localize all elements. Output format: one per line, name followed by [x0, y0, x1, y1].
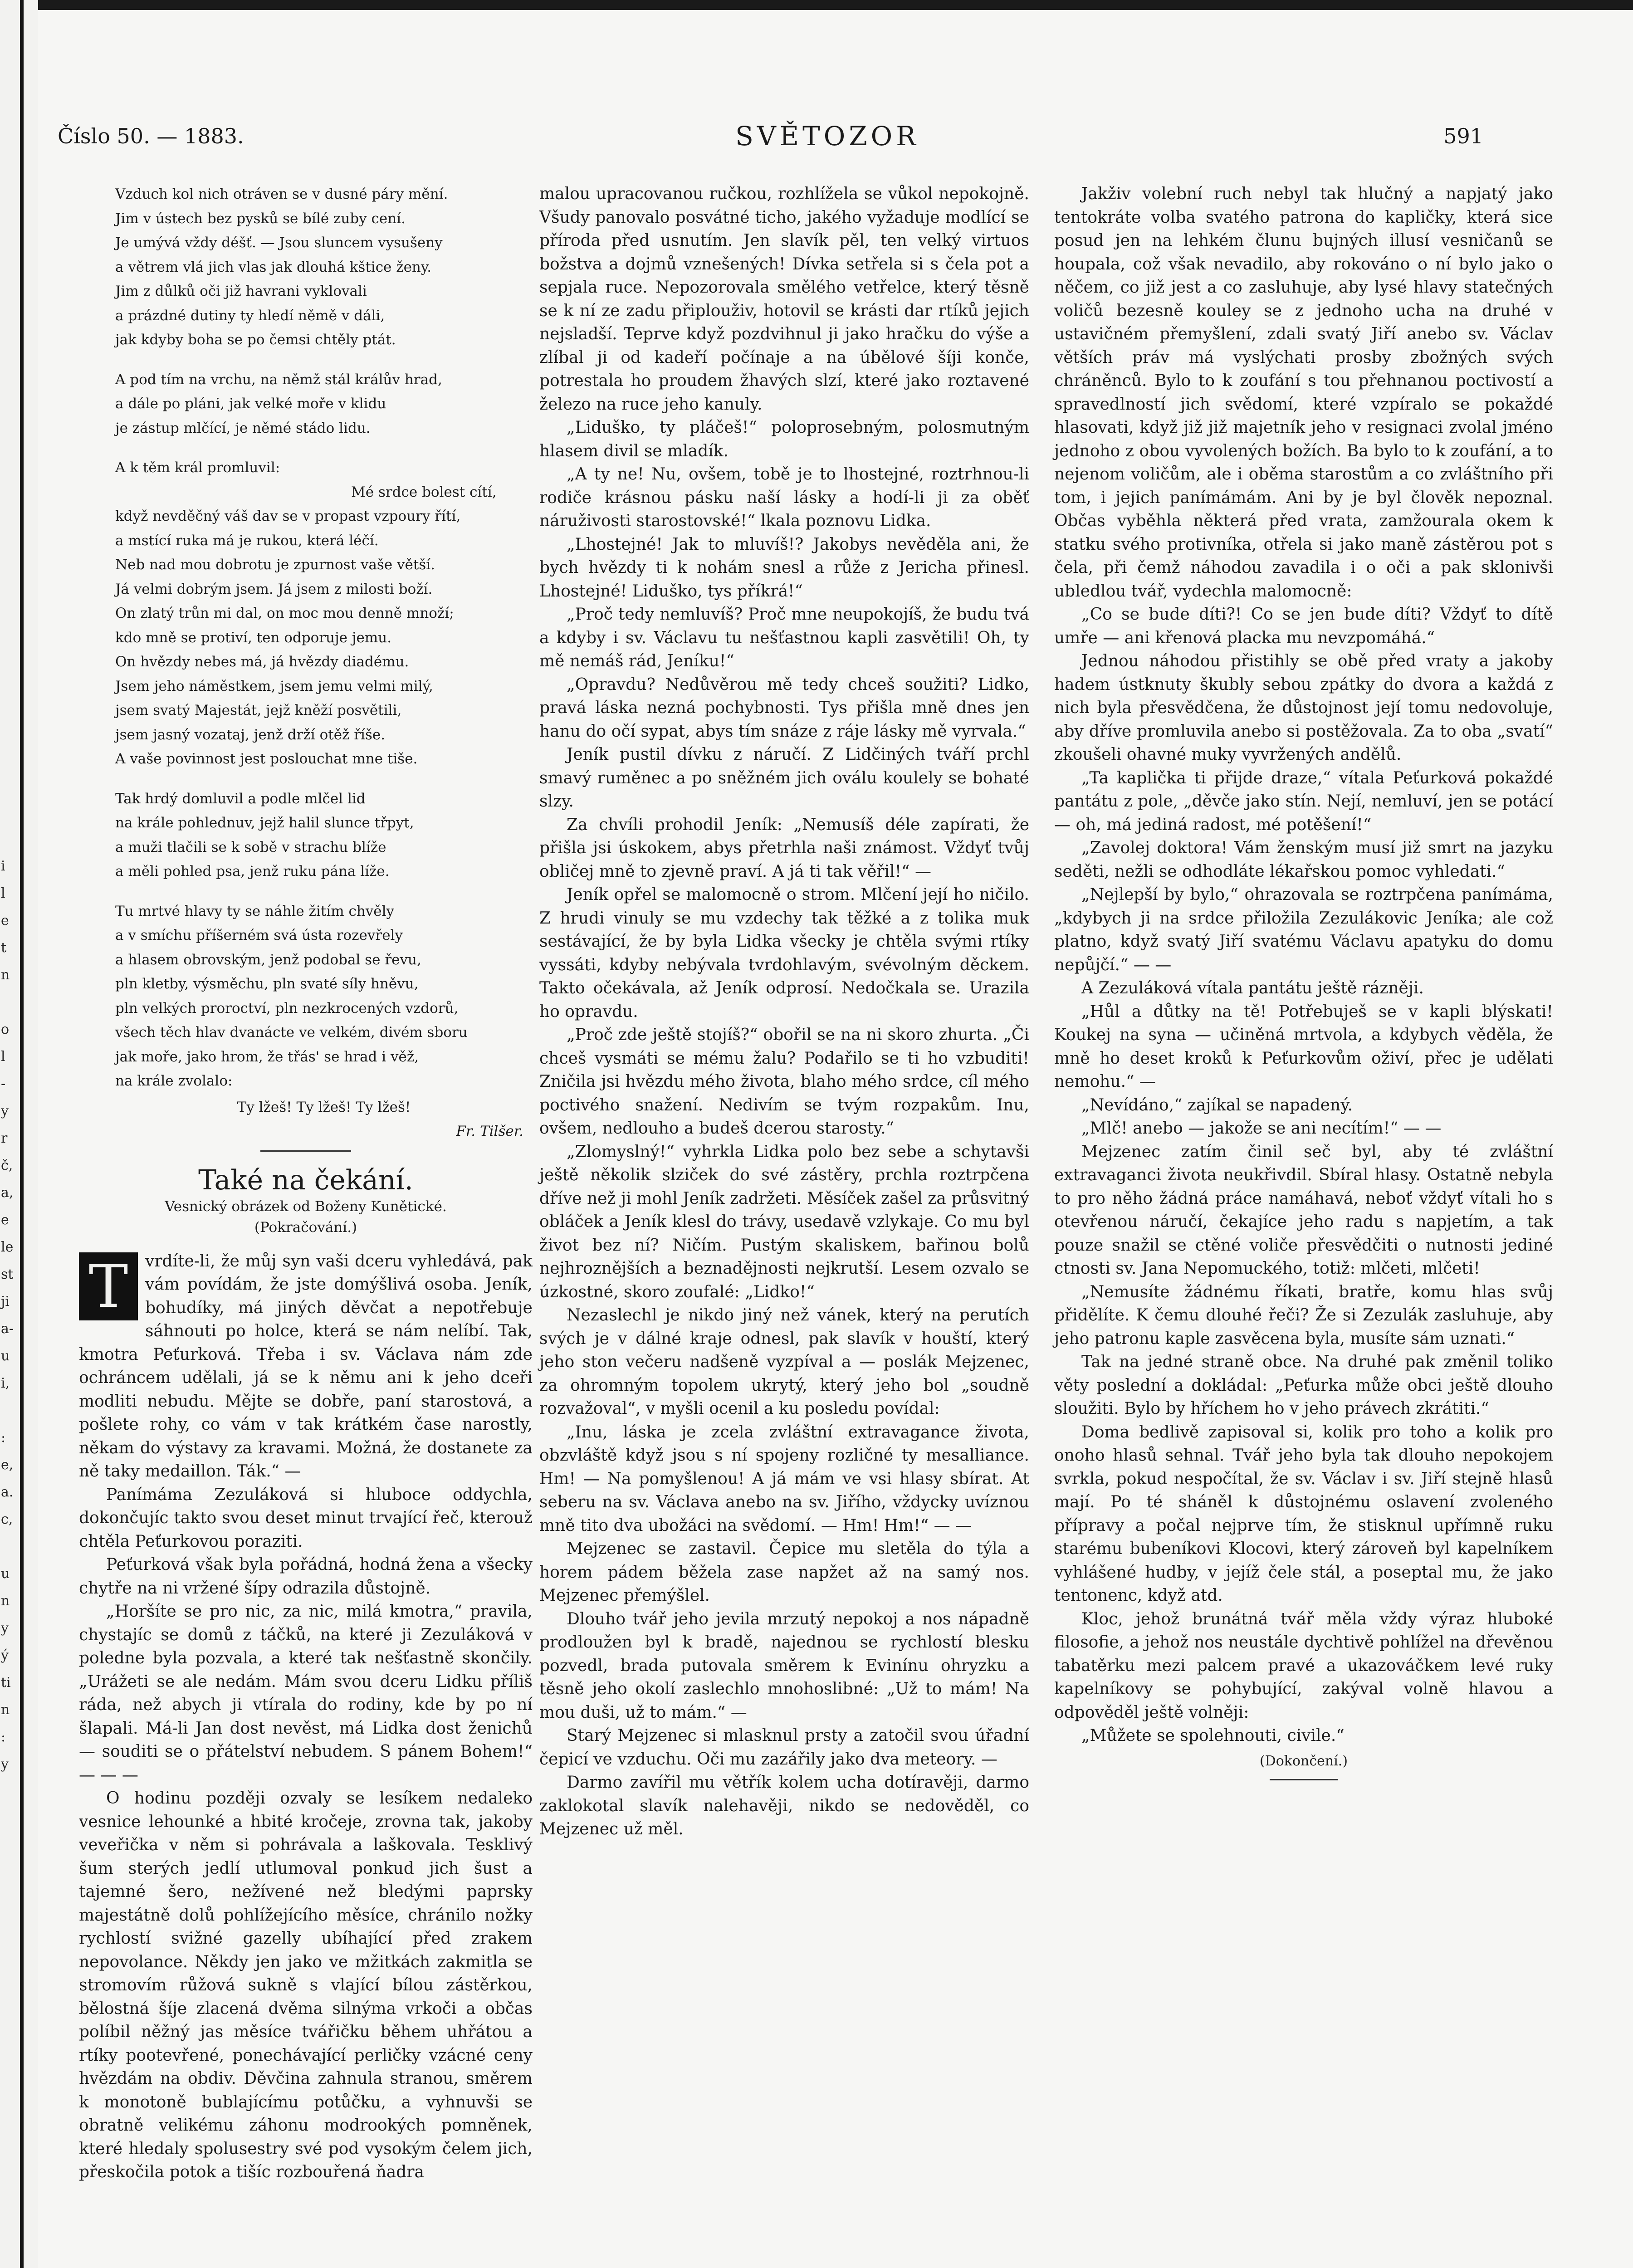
- paragraph-text: Starý Mejzenec si mlasknul prsty a zatočil svou úřadní čepicí ve vzduchu. Oči mu zazářily jako dva meteory. —: [539, 1726, 1029, 1769]
- margin-fragment: st: [1, 1266, 14, 1282]
- poem-line: a v smíchu příšerném svá ústa rozevřely: [115, 927, 403, 943]
- paragraph: [1054, 650, 1553, 767]
- paragraph: [539, 1140, 1029, 1304]
- paragraph: [539, 1608, 1029, 1725]
- poem-stanza: [115, 182, 533, 352]
- poem-line: a prázdné dutiny ty hledí němě v dáli,: [115, 307, 385, 324]
- paragraph: [1054, 977, 1553, 1000]
- paragraph: [539, 416, 1029, 463]
- margin-fragment: n: [1, 967, 10, 983]
- paragraph-text: Nezaslechl je nikdo jiný než vánek, který na perutích svých je v dálné kraje odnesl, pak slavík v houští, který jeho ston večeru nadšeně vyzpíval a — poslák Mejzenec, za ohromným topolem ukrytý, který jeho bol „soudně rozvažoval“, v myšli ocenil a ku posledu povídal:: [539, 1306, 1029, 1418]
- margin-fragment: ý: [1, 1647, 9, 1663]
- paragraph-text: „Nevídáno,“ zajíkal se napadený.: [1081, 1095, 1353, 1114]
- paragraph-text: vrdíte-li, že můj syn vaši dceru vyhledává, pak vám povídám, že jste domýšlivá osoba. Jeník, bohudíky, má jiných děvčat a nepotřebuje sáhnouti po holce, která se nám nelíbí. Tak, kmotra Peťurková. Třeba i sv. Václava nám zde ochráncem udělali, já se k němu ani k jeho dceři modliti nebudu. Mějte se dobře, paní starostová, a pošlete rohy, co vám v tak krátkém čase narostly, někam do výstavy za kravami. Možná, že dostanete za ně taky medaillon. Ták.“ —: [79, 1251, 533, 1481]
- poem-line: a větrem vlá jich vlas jak dlouhá kštice ženy.: [115, 259, 432, 275]
- margin-fragment: -: [1, 1076, 6, 1092]
- paragraph-text: Dlouho tvář jeho jevila mrzutý nepokoj a nos nápadně prodloužen byl k bradě, najednou se rychlostí blesku pozvedl, brada putovala směrem k Evinínu ohryzku a těsně jeho okolí zaslechlo mnohoslibné: „Už to mám! Na mou duši, už to mám.“ —: [539, 1609, 1029, 1722]
- margin-fragment: [1, 989, 17, 1016]
- margin-fragment: o: [1, 1022, 10, 1037]
- divider: [260, 1150, 351, 1152]
- poem-stanza: [115, 899, 533, 1094]
- poem-author: Fr. Tilšer.: [456, 1123, 523, 1139]
- end-note: (Dokončení.): [1259, 1753, 1348, 1769]
- margin-fragment: l: [1, 885, 5, 901]
- margin-fragment: r: [1, 1130, 8, 1146]
- poem-line: kdo mně se protiví, ten odporuje jemu.: [115, 629, 392, 646]
- paragraph: [1054, 1094, 1553, 1117]
- paragraph: [1054, 1281, 1553, 1351]
- column-1: [79, 182, 533, 2184]
- poem-line: On hvězdy nebes má, já hvězdy diadému.: [115, 654, 409, 670]
- margin-fragment: :: [1, 1430, 6, 1446]
- masthead: SVĚTOZOR: [735, 121, 919, 152]
- poem-line: je zástup mlčící, je němé stádo lidu.: [115, 420, 371, 436]
- issue-number: Číslo 50. — 1883.: [58, 124, 244, 148]
- poem-line: Tu mrtvé hlavy ty se náhle žitím chvěly: [115, 903, 395, 919]
- paragraph-text: „Opravdu? Nedůvěrou mě tedy chceš soužiti? Lidko, pravá láska nezná pochybnosti. Tys přišla mně dnes jen hanu do očí sypat, abys tím snáze z ráje lásky mě vyrvala.“: [539, 675, 1029, 741]
- paragraph: [539, 883, 1029, 1023]
- margin-fragment: e,: [1, 1457, 14, 1473]
- paragraph-text: Darmo zavířil mu větřík kolem ucha dotíravěji, darmo zaklokotal slavík nalehavěji, nikdo se nedověděl, co Mejzenec už měl.: [539, 1773, 1029, 1838]
- paragraph: [1054, 182, 1553, 603]
- paragraph: [79, 1600, 533, 1787]
- poem-line: a mstící ruka má je rukou, která léčí.: [115, 532, 379, 549]
- paragraph-text: „Ta kaplička ti přijde draze,“ vítala Peťurková pokaždé pantátu z pole, „děvče jako stín. Nejí, nemluví, jen se potácí — oh, má jediná radost, mé potěšení!“: [1054, 768, 1553, 834]
- poem-line: Jim z důlků oči již havrani vyklovali: [115, 283, 367, 299]
- margin-fragment: le: [1, 1239, 14, 1255]
- poem-stanza: [115, 368, 533, 441]
- poem-line: když nevděčný váš dav se v propast vzpoury řítí,: [115, 508, 461, 524]
- column-3: [1054, 182, 1553, 1780]
- paragraph: [539, 1771, 1029, 1841]
- paragraph-text: „Nemusíte žádnému říkati, bratře, komu hlas svůj přidělíte. K čemu dlouhé řeči? Že si Zezulák zasluhuje, aby jeho patronu kaple zasvěcena byla, musíte sám uznati.“: [1054, 1282, 1553, 1348]
- paragraph-text: „Nejlepší by bylo,“ ohrazovala se roztrpčena panímáma, „kdybych ji na srdce přiložila Zezulákovic Jeníka; ale což platno, když svatý Jiří svatému Václavu apatyku do domu nepůjčí.“ — —: [1054, 885, 1553, 974]
- article-subtitle: Vesnický obrázek od Boženy Kunětické.: [165, 1198, 447, 1215]
- poem-final-line: Ty lžeš! Ty lžeš! Ty lžeš!: [237, 1099, 411, 1115]
- poem-line: všech těch hlav dvanácte ve velkém, divém sboru: [115, 1024, 468, 1041]
- margin-fragment: c,: [1, 1511, 13, 1527]
- paragraph-text: Jakživ volební ruch nebyl tak hlučný a napjatý jako tentokráte volba svatého patrona do kapličky, která sice posud jen na lehkém člunu bujných illusí vesničanů se houpala, což však nevadilo, aby rokováno o ní bylo jako o něčem, co již jest a co zasluhuje, aby lysé hlavy statečných voličů bezesně kouley se z jednoho ucha na druhé v ustavičném přemyšlení, zdali svatý Jiří anebo sv. Václav větších práv má vyslýchati prosby zbožných svých chráněnců. Bylo to k zoufání s tou přehnanou poctivostí a spravedlností jich svědomí, které vzpíralo se pokaždé hlasovati, když již již majetník jeho v resignaci zvolal jméno jednoho z obou vyvolených božích. Ba bylo to k zoufání, a to nejenom voličům, ale i oběma starostům a co zvláštního při tom, i jejich panímámám. Ani by je byl člověk nepoznal. Občas vyběhla některá před vrata, zamžourala okem k statku svého protivníka, otřela si jako maně zástěrou pot s čela, při čemž náhodou zavadila i o oči a pak sklonivši ubledlou tvář, vydechla malomocně:: [1054, 185, 1553, 601]
- paragraph-text: „Inu, láska je zcela zvláštní extravagance života, obzvláště když jsou s ní spojeny rozličné ty mesalliance. Hm! — Na pomyšlenou! A já mám ve vsi hlasy sbírat. At seberu na sv. Václava anebo na sv. Jiřího, vždycky uvíznou mně tito dva ubožáci na svědomí. — Hm! Hm!“ — —: [539, 1422, 1029, 1535]
- poem-line: Jsem jeho náměstkem, jsem jemu velmi milý,: [115, 678, 433, 694]
- margin-fragment: n: [1, 1702, 10, 1718]
- paragraph: [539, 533, 1029, 603]
- margin-fragment: u: [1, 1348, 10, 1364]
- paragraph-text: Kloc, jehož brunátná tvář měla vždy výraz hluboké filosofie, a jehož nos neustále dychtivě pohlížel na dřevěnou tabatěrku mezi palcem pravé a ukazováčkem levé ruky kapelníkovy se pohybující, zakýval volně hlavou a odpověděl ještě volněji:: [1054, 1609, 1553, 1722]
- margin-fragment: a-: [1, 1321, 14, 1337]
- paragraph: [79, 1250, 533, 1483]
- margin-fragment: ji: [1, 1294, 10, 1310]
- article-text-col3: [1054, 182, 1553, 1748]
- margin-fragment: č,: [1, 1158, 13, 1173]
- poem-stanza: [115, 456, 533, 772]
- paragraph: [539, 1304, 1029, 1421]
- margin-fragment: t: [1, 940, 7, 956]
- margin-fragment: a.: [1, 1484, 14, 1500]
- margin-fragment: ti: [1, 1675, 11, 1691]
- paragraph: [539, 1023, 1029, 1140]
- paragraph-text: Jeník opřel se malomocně o strom. Mlčení její ho ničilo. Z hrudi vinuly se mu vzdechy tak těžké a z tolika muk sestávající, že by byla Lidka všecky je chtěla svými rtíky vyssáti, kdyby nebývala tvrdohlavým, svévolným děckem. Takto očekávala, až Jeník odprosí. Nedočkala se. Urazila ho opravdu.: [539, 885, 1029, 1021]
- poem-stanza: [115, 787, 533, 884]
- poem-line: pln kletby, výsměchu, pln svaté síly hněvu,: [115, 976, 419, 992]
- adjacent-page-strip: [0, 0, 38, 2268]
- book-spine: [20, 0, 24, 2268]
- margin-fragment: y: [1, 1756, 9, 1772]
- paragraph: [79, 1553, 533, 1600]
- poem-line: Tak hrdý domluvil a podle mlčel lid: [115, 790, 366, 807]
- poem: [79, 182, 533, 1094]
- paragraph: [1054, 836, 1553, 883]
- margin-fragment: y: [1, 1103, 9, 1119]
- paragraph-text: Tak na jedné straně obce. Na druhé pak změnil toliko věty poslední a dokládal: „Peťurka může obci ještě dlouho sloužiti. Bylo by hříchem ho v jeho právech zkrátiti.“: [1054, 1353, 1553, 1418]
- margin-fragment: :: [1, 1729, 6, 1745]
- poem-line: Neb nad mou dobrotu je zpurnost vaše větší.: [115, 557, 435, 573]
- paragraph-text: Jeník pustil dívku z náručí. Z Lidčiných tváří prchl smavý ruměnec a po sněžném jich oválu koulely se bohaté slzy.: [539, 745, 1029, 811]
- poem-line: a muži tlačili se k sobě v strachu blíže: [115, 839, 386, 855]
- poem-line: Já velmi dobrým jsem. Já jsem z milosti boží.: [115, 581, 433, 597]
- paragraph: [1054, 1117, 1553, 1140]
- paragraph-text: Doma bedlivě zapisoval si, kolik pro toho a kolik pro onoho hlasů sehnal. Tvář jeho byla tak dlouho nepokojem svrkla, pokud nespočítal, že sv. Václav i sv. Jiří stejně hlasů mají. Po té sháněl k důstojnému oslavení zvoleného přípravy a počal nejprve tím, že stisknul upřímně ruku starému bubeníkovi Klocovi, který zároveň byl kapelníkem vyhlášené hudby, v jejíž čele stál, a poseptal mu, že jako tentonenc, když atd.: [1054, 1422, 1553, 1605]
- margin-fragment: a,: [1, 1185, 14, 1201]
- poem-line: A k těm král promluvil:: [115, 459, 280, 476]
- paragraph: [539, 743, 1029, 813]
- poem-line: a měli pohled psa, jenž ruku pána líže.: [115, 863, 390, 880]
- paragraph: [79, 1483, 533, 1554]
- column-2: [539, 182, 1029, 1841]
- paragraph-text: A Zezuláková vítala pantátu ještě rázněji.: [1081, 979, 1424, 997]
- poem-line: Je umývá vždy déšť. — Jsou sluncem vysušeny: [115, 235, 443, 251]
- paragraph: [1054, 767, 1553, 837]
- newspaper-page: [38, 10, 1633, 2268]
- paragraph: [539, 673, 1029, 743]
- paragraph-text: „Hůl a důtky na tě! Potřebuješ se v kapli blýskati! Koukej na syna — učiněná mrtvola, a kdybych věděla, že mně ho deset kroků k Peťurkovům oživí, přec je udělati nemohu.“ —: [1054, 1002, 1553, 1091]
- paragraph: [1054, 1724, 1553, 1748]
- poem-line: Jim v ústech bez pysků se bílé zuby cení.: [115, 210, 406, 227]
- paragraph: [1054, 1000, 1553, 1094]
- margin-fragment: e: [1, 1212, 9, 1228]
- paragraph-text: „Proč tedy nemluvíš? Proč mne neupokojíš, že budu tvá a kdyby i sv. Václavu tu nešťastnou kapli zasvětili! Oh, ty mě nemáš rád, Jeníku!“: [539, 605, 1029, 670]
- poem-line: pln velkých proroctví, pln nezkrocených vzdorů,: [115, 1000, 459, 1017]
- poem-line: jsem svatý Majestát, jejž kněží posvětili,: [115, 702, 402, 719]
- poem-line: jsem jasný vozataj, jenž drží otěž říše.: [115, 726, 386, 743]
- paragraph-text: Za chvíli prohodil Jeník: „Nemusíš déle zapírati, že přišla jsi úskokem, abys přetrhla naši známost. Vždyť tvůj obličej mně to zjevně praví. A já ti tak věřil!“ —: [539, 815, 1029, 881]
- margin-fragment: e: [1, 913, 9, 929]
- poem-line: jak kdyby boha se po čemsi chtěly ptát.: [115, 332, 396, 348]
- paragraph: [1054, 1608, 1553, 1725]
- drop-cap: T: [79, 1252, 138, 1320]
- paragraph-text: Peťurková však byla pořádná, hodná žena a všecky chytře na ni vržené šípy odrazila důstojně.: [79, 1555, 533, 1598]
- paragraph: [539, 1537, 1029, 1608]
- paragraph-text: Jednou náhodou přistihly se obě před vraty a jakoby hadem ústknuty škubly sebou zpátky do dvora a každá z nich byla přesvědčena, že důstojnost její tomu nedovoluje, aby dříve promluvila anebo si postěžovala. Za to oba „svatí“ zkoušeli ohavné muky vyvržených andělů.: [1054, 652, 1553, 764]
- paragraph-text: „Zavolej doktora! Vám ženským musí již smrt na jazyku seděti, nežli se odhodláte lékařskou pomoc vyhledati.“: [1054, 839, 1553, 881]
- margin-fragment: u: [1, 1566, 10, 1582]
- paragraph: [1054, 1350, 1553, 1421]
- paragraph-text: „Proč zde ještě stojíš?“ obořil se na ni skoro zhurta. „Či chceš vysmáti se mému žalu? Podařilo se ti ho vzbuditi! Zničila jsi hvězdu mého života, blaho mého srdce, cíl mého poctivého snažení. Nedivím se tvým rozpakům. Inu, ovšem, nedlouho a budeš dcerou starosty.“: [539, 1026, 1029, 1138]
- article-text-col1: [79, 1250, 533, 2184]
- paragraph: [539, 813, 1029, 884]
- margin-fragment: n: [1, 1593, 10, 1609]
- poem-line: jak moře, jako hrom, že třás' se hrad i věž,: [115, 1048, 419, 1065]
- paragraph-text: „Mlč! anebo — jakože se ani necítím!“ — —: [1081, 1119, 1442, 1138]
- article-title: Také na čekání.: [198, 1164, 413, 1196]
- paragraph: [539, 1724, 1029, 1771]
- paragraph-text: Mejzenec se zastavil. Čepice mu sletěla do týla a horem pádem běžela zase napžet až na samý nos. Mejzenec přemýšlel.: [539, 1540, 1029, 1605]
- poem-line: A vaše povinnost jest poslouchat mne tiše.: [115, 751, 418, 767]
- adjacent-page-fragments: [1, 853, 17, 1778]
- paragraph: [539, 603, 1029, 673]
- paragraph: [539, 182, 1029, 416]
- paragraph: [1054, 603, 1553, 650]
- poem-line: a dále po pláni, jak velké moře v klidu: [115, 396, 386, 412]
- poem-line: na krále pohlednuv, jejž halil slunce třpyt,: [115, 815, 414, 831]
- paragraph-text: Mejzenec zatím činil seč byl, aby té zvláštní extravaganci života neukřivdil. Sbíral hlasy. Ostatně nebyla to pro něho žádná práce namáhavá, neboť vždyť vítali ho s otevřenou náručí, čekajíce jeho radu s napjetím, a tak pouze snažil se ctěné voliče přesvědčiti o nutnosti jediné ctnosti sv. Jana Nepomuckého, totiž: mlčeti, mlčeti!: [1054, 1142, 1553, 1278]
- poem-line: a hlasem obrovským, jenž podobal se řevu,: [115, 951, 421, 968]
- margin-fragment: i: [1, 858, 5, 874]
- paragraph: [79, 1787, 533, 2184]
- continuation-note: (Pokračování.): [254, 1219, 357, 1236]
- paragraph-text: malou upracovanou ručkou, rozhlížela se vůkol nepokojně. Všudy panovalo posvátné ticho, jakého vyžaduje modlící se příroda před usnutím. Jen slavík pěl, ten velký virtuos božstva a dojmů vznešených! Dívka setřela si s čela pot a sepjala ruce. Nepozorovala smělého vetřelce, který těsně se k ní ze zadu připlouživ, hotovil se krásti dar rtíků jejich nejsladší. Teprve když pozdvihnul ji jako hračku do výše a zlíbal ji od kadeří počínaje a na úbělové šíji konče, potrestala ho proudem žhavých slzí, které jako roztavené železo na ruce jeho kanuly.: [539, 185, 1029, 414]
- margin-fragment: [1, 1533, 17, 1560]
- paragraph: [539, 463, 1029, 533]
- paragraph-text: „Lhostejné! Jak to mluvíš!? Jakobys nevěděla ani, že bych hvězdy ti k nohám snesl a růže z Jericha přinesl. Lhostejné! Liduško, tys příkrá!“: [539, 535, 1029, 601]
- paragraph-text: „Liduško, ty pláčeš!“ poloprosebným, polosmutným hlasem divil se mladík.: [539, 418, 1029, 460]
- paragraph-text: Panímáma Zezuláková si hluboce oddychla, dokončujíc takto svou deset minut trvající řeč, kterouž chtěla Peťurkovou poraziti.: [79, 1485, 533, 1551]
- paragraph: [1054, 1421, 1553, 1608]
- page-number: 591: [1443, 124, 1483, 148]
- paragraph: [1054, 1140, 1553, 1281]
- margin-fragment: [1, 1397, 17, 1424]
- margin-fragment: i,: [1, 1375, 10, 1391]
- poem-line: A pod tím na vrchu, na němž stál králův hrad,: [115, 371, 442, 388]
- paragraph: [1054, 883, 1553, 977]
- paragraph-text: „A ty ne! Nu, ovšem, tobě je to lhostejné, roztrhnou-li rodiče krásnou pásku naší lásky a hodí-li ji za oběť náruživosti starostovské!“ lkala poznovu Lidka.: [539, 465, 1029, 530]
- end-rule: [1270, 1779, 1338, 1780]
- paragraph-text: „Můžete se spolehnouti, civile.“: [1081, 1726, 1345, 1745]
- poem-line: Vzduch kol nich otráven se v dusné páry mění.: [115, 186, 448, 202]
- poem-line: na krále zvolalo:: [115, 1073, 233, 1089]
- poem-line: On zlatý trůn mi dal, on moc mou denně množí;: [115, 605, 454, 621]
- margin-fragment: y: [1, 1620, 9, 1636]
- poem-line: Mé srdce bolest cítí,: [351, 484, 497, 500]
- paragraph-text: „Zlomyslný!“ vyhrkla Lidka polo bez sebe a schytavši ještě několik slziček do své zástěry, prchla roztrpčena dříve než ji mohl Jeník zadržeti. Měsíček zašel za průsvitný obláček a Jeník klesl do trávy, usedavě vzlykaje. Co mu byl život bez ní? Ničím. Pustým skaliskem, bařinou bolů nejhroznějších a beznadějnosti nejkrutší. Lesem ozvalo se úzkostné, skoro zoufalé: „Lidko!“: [539, 1142, 1029, 1301]
- margin-fragment: l: [1, 1049, 5, 1065]
- paragraph: [539, 1421, 1029, 1538]
- paragraph-text: O hodinu později ozvaly se lesíkem nedaleko vesnice lehounké a hbité kročeje, zrovna tak, jakoby veveřička v něm si pohrávala a laškovala. Tesklivý šum sterých jedlí utlumoval ponkud jich šust a tajemné šero, nežívené než bledými paprsky majestátně dolů pohlížejícího měsíce, chránilo nožky rychlostí svižné gazelly ubíhající před zrakem nepovolance. Někdy jen jako ve mžitkách zakmitla se stromovím růžová sukně s vlající bílou zástěrkou, bělostná šíje zlacená dvěma silnýma vrkoči a občas políbil něžný jas měsíce tvářičku během uhřátou a rtíky pootevřené, ponechávající perličky vzácné ceny hvězdám na obdiv. Děvčina zahnula stranou, směrem k monotoně bublajícímu potůčku, a vyhnuvši se obratně velikému záhonu modrookých pomněnek, které hledaly spolusestry své pod vysokým čelem jich, přeskočila potok a tišíc rozbouřená ňadra: [79, 1789, 533, 2181]
- paragraph-text: „Co se bude díti?! Co se jen bude díti? Vždyť to dítě umře — ani křenová placka mu nevzpomáhá.“: [1054, 605, 1553, 647]
- paragraph-text: „Horšíte se pro nic, za nic, milá kmotra,“ pravila, chystajíc se domů z táčků, na které ji Zezuláková v poledne byla pozvala, a které tak nešťastně skončily. „Urážeti se ale nedám. Mám svou dceru Lidku příliš ráda, než abych ji vtírala do rodiny, kde by po ní šlapali. Má-li Jan dost nevěst, má Lidka dost ženichů — souditi se o přátelství nebudem. S pánem Bohem!“ — — —: [79, 1602, 533, 1784]
